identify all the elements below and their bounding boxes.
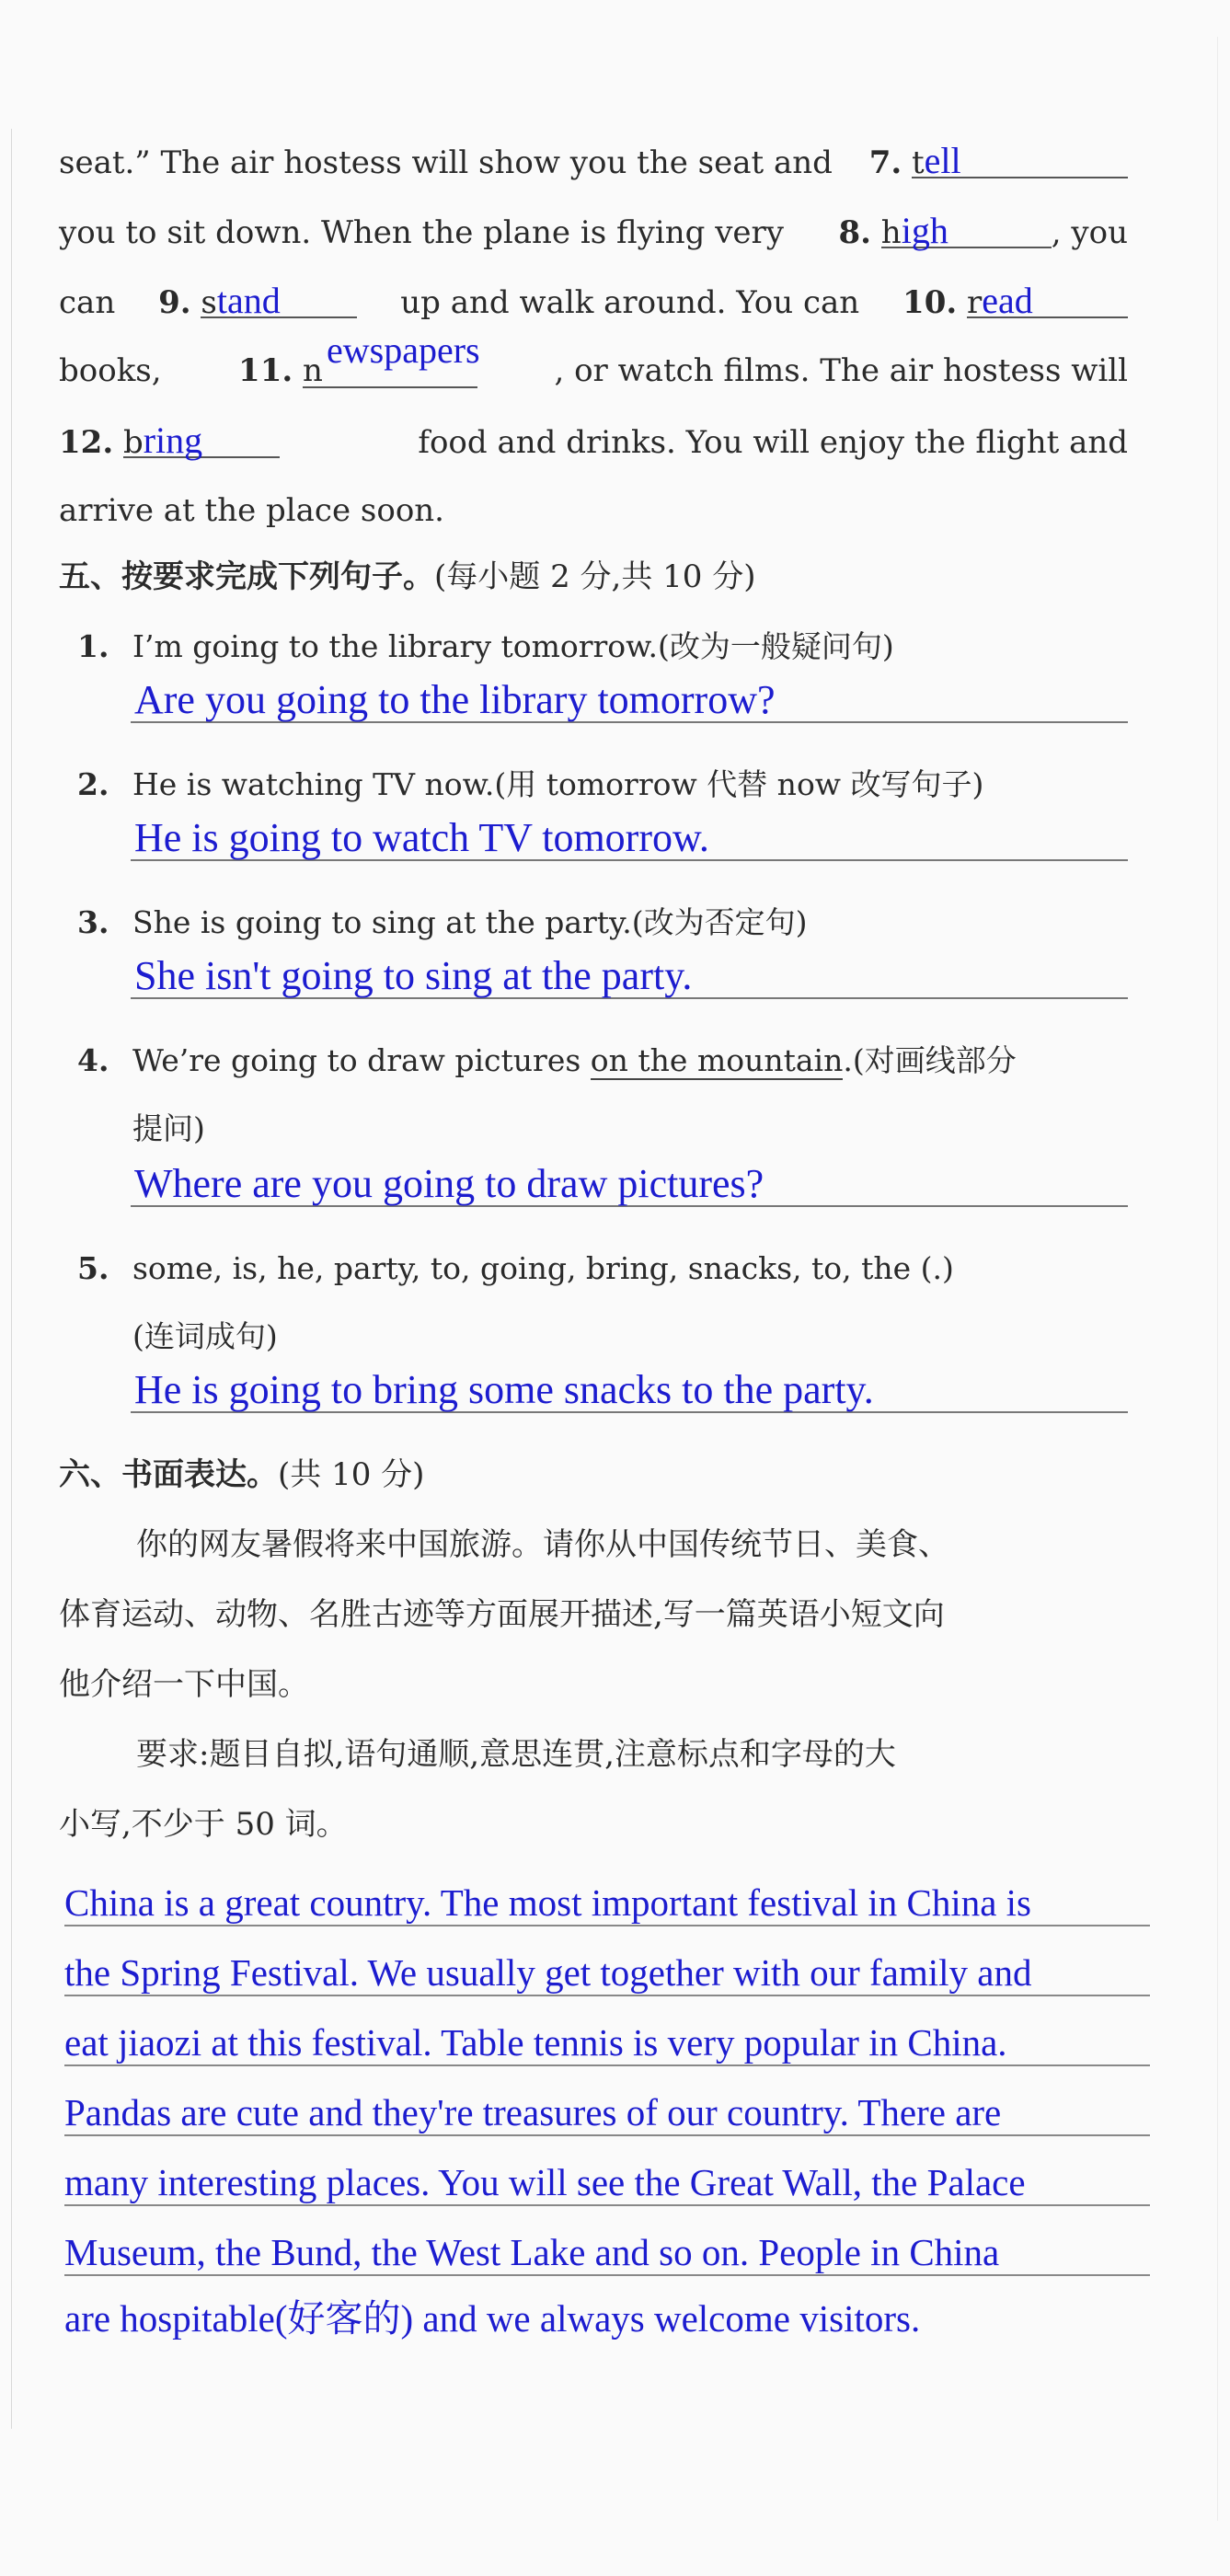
section-5-title: 五、按要求完成下列句子。(每小题 2 分,共 10 分): [59, 558, 756, 595]
passage-text: books,: [59, 352, 162, 389]
question-5-cont: (连词成句): [132, 1318, 278, 1354]
passage-text: can: [59, 284, 116, 321]
essay-line-7: are hospitable(好客的) and we always welcome visitors.: [64, 2297, 921, 2340]
prompt-line: 你的网友暑假将来中国旅游。请你从中国传统节日、美食、: [136, 1526, 949, 1563]
essay-line-2[interactable]: [64, 1947, 1150, 1996]
handwritten-answer: ell: [924, 140, 961, 181]
blank-7[interactable]: tell: [912, 140, 1128, 178]
passage-text: , or watch films. The air hostess will: [554, 352, 1128, 389]
essay-text: the Spring Festival. We usually get together with our family and: [64, 1951, 1032, 1994]
blank-number: 7.: [868, 144, 902, 181]
answer-line-5[interactable]: [131, 1365, 1128, 1413]
passage-line-2: [59, 210, 1128, 254]
essay-line-4[interactable]: [64, 2087, 1150, 2136]
essay-text: China is a great country. The most important festival in China is: [64, 1881, 1032, 1924]
essay-text: Pandas are cute and they're treasures of our country. There are: [64, 2091, 1002, 2133]
passage-line-4: [59, 329, 1128, 392]
blank-10[interactable]: read: [967, 280, 1128, 318]
question-4-cont: 提问): [132, 1110, 205, 1146]
requirement-line: 小写,不少于 50 词。: [59, 1806, 348, 1843]
question-2: 2. He is watching TV now.(用 tomorrow 代替 now 改写句子): [77, 766, 984, 802]
passage-line-1: [59, 140, 1128, 184]
handwritten-answer: He is going to bring some snacks to the party.: [134, 1367, 874, 1412]
requirement-line: 要求:题目自拟,语句通顺,意思连贯,注意标点和字母的大: [136, 1736, 896, 1773]
section-6-title: 六、书面表达。(共 10 分): [59, 1456, 425, 1493]
handwritten-answer: Are you going to the library tomorrow?: [134, 677, 776, 722]
answer-line-3[interactable]: [131, 951, 1128, 999]
blank-8[interactable]: high: [881, 210, 1052, 248]
passage-line-5: [59, 420, 1128, 464]
page-edge-line: [11, 129, 12, 2429]
blank-11[interactable]: n ewspapers: [303, 329, 480, 389]
blank-number: 9.: [158, 284, 191, 321]
handwritten-answer: tand: [216, 280, 281, 321]
blank-number: 11.: [238, 352, 293, 389]
passage-text: , you: [1051, 214, 1128, 251]
passage-text: up and walk around. You can: [400, 284, 860, 321]
underlined-part: on the mountain: [590, 1042, 844, 1078]
essay-line-5[interactable]: [64, 2156, 1150, 2206]
handwritten-answer: ring: [143, 420, 203, 461]
answer-line-2[interactable]: [131, 813, 1128, 861]
passage-text: you to sit down. When the plane is flying very: [59, 214, 785, 251]
essay-text: Museum, the Bund, the West Lake and so on. People in China: [64, 2231, 1000, 2273]
essay-line-1[interactable]: [64, 1877, 1150, 1926]
blank-12[interactable]: bring: [123, 420, 280, 458]
question-3: 3. She is going to sing at the party.(改为否定句): [77, 904, 808, 940]
question-5: 5. some, is, he, party, to, going, bring, snacks, to, the (.): [77, 1250, 954, 1286]
blank-number: 8.: [838, 214, 871, 251]
handwritten-answer: ead: [982, 280, 1033, 321]
question-1: 1. I’m going to the library tomorrow.(改为一般疑问句): [77, 628, 894, 664]
blank-number: 12.: [59, 424, 114, 461]
essay-line-6[interactable]: [64, 2226, 1150, 2276]
essay-text: many interesting places. You will see the Great Wall, the Palace: [64, 2161, 1026, 2203]
answer-line-4[interactable]: [131, 1159, 1128, 1207]
page-edge-line: [1217, 37, 1218, 2521]
prompt-line: 体育运动、动物、名胜古迹等方面展开描述,写一篇英语小短文向: [59, 1596, 945, 1633]
passage-text: seat.” The air hostess will show you the seat and: [59, 144, 833, 181]
blank-number: 10.: [902, 284, 958, 321]
handwritten-answer: Where are you going to draw pictures?: [134, 1161, 764, 1206]
prompt-line: 他介绍一下中国。: [59, 1666, 309, 1703]
handwritten-answer: She isn't going to sing at the party.: [134, 953, 693, 998]
answer-line-1[interactable]: [131, 675, 1128, 723]
passage-line-3: [59, 280, 1128, 324]
handwritten-answer: ewspapers: [327, 329, 480, 371]
question-4: 4. We’re going to draw pictures on the mountain.(对画线部分: [77, 1042, 1017, 1078]
essay-line-3[interactable]: [64, 2017, 1150, 2066]
blank-9[interactable]: stand: [201, 280, 357, 318]
passage-text: food and drinks. You will enjoy the flight and: [418, 424, 1128, 461]
handwritten-answer: He is going to watch TV tomorrow.: [134, 815, 709, 860]
passage-line-6: arrive at the place soon.: [59, 492, 444, 529]
handwritten-answer: igh: [901, 210, 948, 251]
essay-text: eat jiaozi at this festival. Table tennis is very popular in China.: [64, 2021, 1007, 2064]
